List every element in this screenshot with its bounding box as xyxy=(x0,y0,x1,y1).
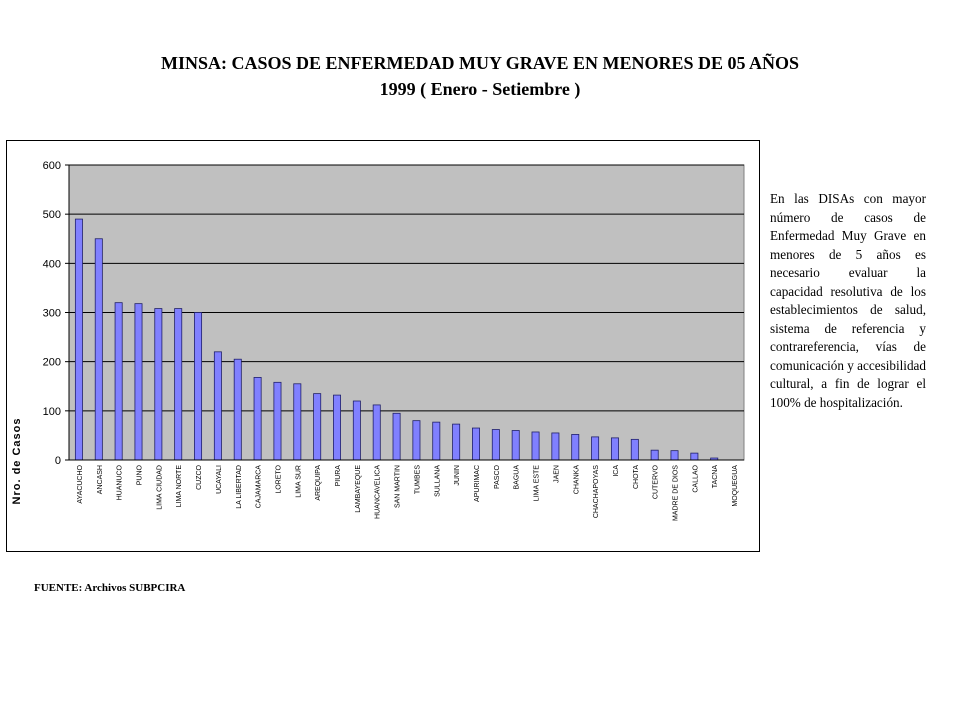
x-tick-label: HUANCAVELICA xyxy=(374,465,382,519)
x-tick-label: APURIMAC xyxy=(473,465,481,502)
x-tick-label: CHACHAPOYAS xyxy=(593,465,601,519)
chart-frame xyxy=(6,140,760,552)
x-tick-label: JUNIN xyxy=(454,465,462,486)
bar-huanuco xyxy=(115,303,122,460)
bar-tumbes xyxy=(413,421,420,460)
x-tick-label: CAJAMARCA xyxy=(255,465,263,509)
x-tick-label: JAEN xyxy=(553,465,561,483)
bar-junin xyxy=(453,424,460,460)
y-tick-label: 400 xyxy=(42,258,61,271)
y-tick-label: 100 xyxy=(42,405,61,418)
bar-ica xyxy=(611,438,618,460)
bar-chart xyxy=(7,141,759,551)
bar-cajamarca xyxy=(254,377,261,460)
x-tick-label: PUNO xyxy=(136,465,144,486)
x-tick-label: LIMA NORTE xyxy=(176,465,184,508)
x-tick-label: CHANKA xyxy=(573,465,581,495)
x-tick-label: AYACUCHO xyxy=(76,465,84,504)
bar-cuzco xyxy=(194,313,201,461)
x-tick-label: TACNA xyxy=(712,465,720,489)
bar-arequipa xyxy=(314,394,321,460)
y-tick-label: 200 xyxy=(42,356,61,369)
bar-lima-norte xyxy=(175,309,182,460)
x-tick-label: LIMA CIUDAD xyxy=(156,465,164,510)
bar-la-libertad xyxy=(234,359,241,460)
bar-madre-de-dios xyxy=(671,451,678,460)
x-tick-label: MADRE DE DIOS xyxy=(672,465,680,522)
x-tick-label: HUANUCO xyxy=(116,465,124,501)
x-tick-label: MOQUEGUA xyxy=(732,465,740,507)
x-tick-label: LORETO xyxy=(275,465,283,494)
y-tick-label: 600 xyxy=(42,160,61,172)
x-tick-label: AREQUIPA xyxy=(315,465,323,501)
x-tick-label: ANCASH xyxy=(96,465,104,495)
x-tick-label: CHOTA xyxy=(632,465,640,489)
y-tick-label: 300 xyxy=(42,307,61,320)
bar-jaen xyxy=(552,433,559,460)
bar-sullana xyxy=(433,422,440,460)
chart-title xyxy=(60,50,900,102)
y-tick-label: 0 xyxy=(54,455,61,467)
x-tick-label: TUMBES xyxy=(414,465,422,495)
bar-lima-este xyxy=(532,432,539,460)
bar-cutervo xyxy=(651,450,658,460)
bar-loreto xyxy=(274,382,281,460)
bar-lima-sur xyxy=(294,384,301,460)
x-tick-label: SAN MARTIN xyxy=(394,465,402,509)
x-tick-label: CUTERVO xyxy=(652,465,660,500)
x-tick-label: CUZCO xyxy=(196,465,204,490)
bar-ayacucho xyxy=(75,219,82,460)
bar-piura xyxy=(333,395,340,460)
y-axis-label: Nro. de Casos xyxy=(11,417,23,505)
bar-huancavelica xyxy=(373,405,380,460)
bar-chachapoyas xyxy=(592,437,599,460)
bar-callao xyxy=(691,453,698,460)
bar-apurimac xyxy=(472,428,479,460)
bar-lima-ciudad xyxy=(155,309,162,460)
x-tick-label: LIMA ESTE xyxy=(533,465,541,502)
source-note: FUENTE: Archivos SUBPCIRA xyxy=(34,582,186,594)
bar-lambayeque xyxy=(353,401,360,460)
y-tick-label: 500 xyxy=(42,209,61,222)
side-note: En las DISAs con mayor número de casos de Enfermedad Muy Grave en menores de 5 años es necesario evaluar la capacidad resolutiva de los establecimientos de salud, sistema de referencia y contrareferencia, vías de comunicación y accesibilidad cultural, a fin de lograr el 100% de hospitalización. xyxy=(770,191,926,410)
title-line-2: 1999 ( Enero - Setiembre ) xyxy=(379,79,581,99)
x-tick-label: PASCO xyxy=(493,465,501,490)
x-tick-label: CALLAO xyxy=(692,465,700,493)
bar-ucayali xyxy=(214,352,221,460)
bar-ancash xyxy=(95,239,102,460)
bar-pasco xyxy=(492,430,499,460)
bar-bagua xyxy=(512,431,519,461)
x-tick-label: ICA xyxy=(612,465,620,477)
bar-san-martin xyxy=(393,413,400,460)
bar-puno xyxy=(135,304,142,460)
title-line-1: MINSA: CASOS DE ENFERMEDAD MUY GRAVE EN MENORES DE 05 AÑOS xyxy=(160,53,800,73)
x-tick-label: PIURA xyxy=(335,465,343,487)
x-tick-label: BAGUA xyxy=(513,465,521,490)
x-tick-label: UCAYALI xyxy=(215,465,223,494)
bar-chanka xyxy=(572,434,579,460)
x-tick-label: LIMA SUR xyxy=(295,465,303,498)
x-tick-label: LAMBAYEQUE xyxy=(354,465,362,513)
bar-chota xyxy=(631,439,638,460)
x-tick-label: SULLANA xyxy=(434,465,442,497)
x-tick-label: LA LIBERTAD xyxy=(235,465,243,509)
